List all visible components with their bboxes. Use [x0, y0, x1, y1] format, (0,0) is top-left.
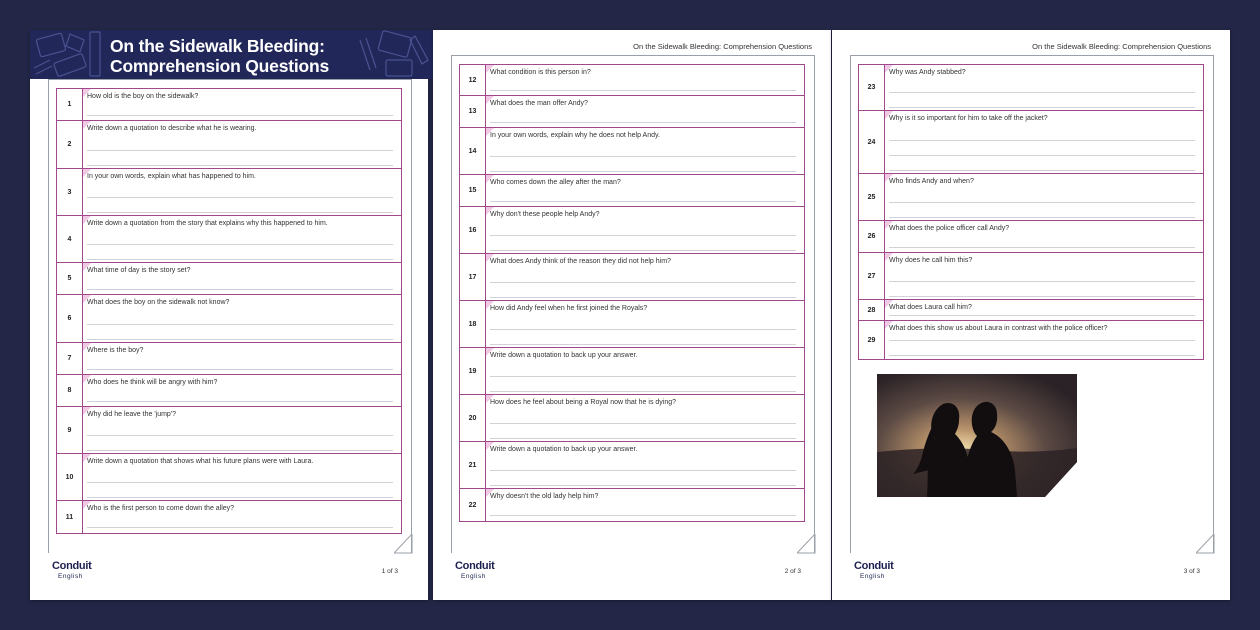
question-text: In your own words, explain why he does not help Andy.: [490, 132, 660, 139]
page-corner-fold: [394, 534, 414, 554]
question-table: [459, 64, 805, 522]
question-text: Why was Andy stabbed?: [889, 69, 966, 76]
question-row: [57, 121, 401, 169]
question-row: [460, 254, 804, 301]
question-text: Why don't these people help Andy?: [490, 211, 600, 218]
question-number: 7: [57, 343, 83, 374]
answer-line[interactable]: [490, 376, 796, 377]
question-text: How old is the boy on the sidewalk?: [87, 93, 199, 100]
answer-line[interactable]: [87, 324, 393, 325]
answer-line[interactable]: [490, 122, 796, 123]
question-text: What does Laura call him?: [889, 304, 972, 311]
question-text: Why is it so important for him to take off the jacket?: [889, 115, 1048, 122]
logo-name: Conduit: [52, 560, 92, 572]
answer-line[interactable]: [87, 482, 393, 483]
worksheet-title-line-2: Comprehension Questions: [110, 56, 330, 76]
question-number: 4: [57, 216, 83, 262]
question-number: 8: [57, 375, 83, 406]
question-number: 16: [460, 207, 486, 253]
question-text: Write down a quotation that shows what his future plans were with Laura.: [87, 458, 314, 465]
question-text: What does the police officer call Andy?: [889, 225, 1010, 232]
question-text: Write down a quotation to back up your answer.: [490, 446, 638, 453]
question-row: [57, 343, 401, 375]
question-row: [460, 207, 804, 254]
question-text: What does Andy think of the reason they did not help him?: [490, 258, 671, 265]
answer-line[interactable]: [490, 297, 796, 298]
logo-name: Conduit: [455, 560, 495, 572]
question-row: [859, 65, 1203, 111]
question-row: [859, 174, 1203, 221]
answer-line[interactable]: [490, 90, 796, 91]
worksheet-page-1: [30, 30, 428, 600]
question-number: 1: [57, 89, 83, 120]
question-text: Who finds Andy and when?: [889, 178, 974, 185]
answer-line[interactable]: [87, 435, 393, 436]
question-number: 24: [859, 111, 885, 173]
answer-line[interactable]: [87, 115, 393, 116]
answer-line[interactable]: [87, 259, 393, 260]
answer-line[interactable]: [889, 281, 1195, 282]
question-number: 21: [460, 442, 486, 488]
question-text: What does the man offer Andy?: [490, 100, 588, 107]
answer-line[interactable]: [87, 197, 393, 198]
answer-line[interactable]: [889, 296, 1195, 297]
title-banner: [30, 30, 433, 79]
question-number: 27: [859, 253, 885, 299]
answer-line[interactable]: [87, 527, 393, 528]
answer-line[interactable]: [490, 470, 796, 471]
question-row: [859, 111, 1203, 174]
question-row: [460, 96, 804, 128]
question-number: 18: [460, 301, 486, 347]
answer-line[interactable]: [87, 401, 393, 402]
answer-line[interactable]: [87, 212, 393, 213]
answer-line[interactable]: [889, 340, 1195, 341]
question-row: [460, 489, 804, 521]
answer-line[interactable]: [490, 156, 796, 157]
question-text: Write down a quotation to describe what he is wearing.: [87, 125, 257, 132]
question-text: Where is the boy?: [87, 347, 144, 354]
question-row: [57, 407, 401, 454]
answer-line[interactable]: [87, 497, 393, 498]
question-number: 2: [57, 121, 83, 168]
question-table: [56, 88, 402, 534]
question-number: 29: [859, 321, 885, 359]
answer-line[interactable]: [87, 150, 393, 151]
question-row: [859, 300, 1203, 321]
question-text: Who is the first person to come down the alley?: [87, 505, 235, 512]
answer-line[interactable]: [87, 339, 393, 340]
question-row: [57, 501, 401, 533]
question-row: [460, 128, 804, 175]
question-number: 9: [57, 407, 83, 453]
question-row: [57, 216, 401, 263]
question-number: 11: [57, 501, 83, 533]
answer-line[interactable]: [87, 165, 393, 166]
logo-name: Conduit: [854, 560, 894, 572]
running-header: On the Sidewalk Bleeding: Comprehension Questions: [1032, 42, 1211, 51]
question-text: What time of day is the story set?: [87, 267, 191, 274]
question-row: [859, 221, 1203, 253]
question-row: [460, 65, 804, 96]
question-text: In your own words, explain what has happened to him.: [87, 173, 256, 180]
question-number: 28: [859, 300, 885, 320]
question-row: [460, 175, 804, 207]
answer-line[interactable]: [490, 201, 796, 202]
question-text: Why did he leave the 'jump'?: [87, 411, 177, 418]
question-text: How does he feel about being a Royal now that he is dying?: [490, 399, 677, 406]
question-number: 15: [460, 175, 486, 206]
answer-line[interactable]: [490, 171, 796, 172]
question-number: 25: [859, 174, 885, 220]
logo-subtitle: English: [58, 573, 83, 580]
running-header: On the Sidewalk Bleeding: Comprehension Questions: [633, 42, 812, 51]
question-number: 20: [460, 395, 486, 441]
answer-line[interactable]: [889, 107, 1195, 108]
answer-line[interactable]: [889, 170, 1195, 171]
question-row: [57, 89, 401, 121]
answer-line[interactable]: [490, 329, 796, 330]
question-row: [460, 442, 804, 489]
question-number: 12: [460, 65, 486, 95]
couple-silhouette-photo: [877, 374, 1077, 497]
question-row: [57, 375, 401, 407]
answer-line[interactable]: [87, 450, 393, 451]
question-text: Why doesn't the old lady help him?: [490, 493, 599, 500]
question-row: [859, 253, 1203, 300]
answer-line[interactable]: [87, 369, 393, 370]
question-row: [460, 395, 804, 442]
question-number: 23: [859, 65, 885, 110]
answer-line[interactable]: [490, 235, 796, 236]
question-number: 17: [460, 254, 486, 300]
answer-line[interactable]: [889, 202, 1195, 203]
answer-line[interactable]: [889, 355, 1195, 356]
page-corner-fold: [1196, 534, 1216, 554]
answer-line[interactable]: [490, 438, 796, 439]
page-number: 1 of 3: [381, 568, 398, 575]
question-text: Who does he think will be angry with him?: [87, 379, 218, 386]
question-row: [460, 348, 804, 395]
answer-line[interactable]: [490, 423, 796, 424]
question-number: 26: [859, 221, 885, 252]
page-corner-fold: [797, 534, 817, 554]
question-text: Who comes down the alley after the man?: [490, 179, 621, 186]
logo-subtitle: English: [461, 573, 486, 580]
conduit-logo: [52, 560, 91, 580]
question-text: What does this show us about Laura in contrast with the police officer?: [889, 325, 1108, 332]
answer-line[interactable]: [490, 391, 796, 392]
question-row: [57, 454, 401, 501]
question-table: [858, 64, 1204, 360]
answer-line[interactable]: [889, 140, 1195, 141]
worksheet-page-2: [433, 30, 831, 600]
answer-line[interactable]: [87, 289, 393, 290]
page-number: 2 of 3: [784, 568, 801, 575]
question-text: Write down a quotation to back up your answer.: [490, 352, 638, 359]
question-row: [57, 295, 401, 343]
question-text: Write down a quotation from the story that explains why this happened to him.: [87, 220, 328, 227]
page-number: 3 of 3: [1183, 568, 1200, 575]
question-number: 6: [57, 295, 83, 342]
question-row: [460, 301, 804, 348]
question-row: [57, 169, 401, 216]
answer-line[interactable]: [490, 515, 796, 516]
logo-subtitle: English: [860, 573, 885, 580]
answer-line[interactable]: [490, 344, 796, 345]
worksheet-title-line-1: On the Sidewalk Bleeding:: [110, 36, 325, 56]
question-text: How did Andy feel when he first joined the Royals?: [490, 305, 648, 312]
worksheet-page-3: [832, 30, 1230, 600]
answer-line[interactable]: [889, 247, 1195, 248]
answer-line[interactable]: [889, 217, 1195, 218]
answer-line[interactable]: [490, 485, 796, 486]
answer-line[interactable]: [490, 250, 796, 251]
question-number: 14: [460, 128, 486, 174]
answer-line[interactable]: [889, 92, 1195, 93]
answer-line[interactable]: [490, 282, 796, 283]
answer-line[interactable]: [889, 315, 1195, 316]
question-row: [859, 321, 1203, 359]
question-number: 3: [57, 169, 83, 215]
question-number: 13: [460, 96, 486, 127]
question-number: 19: [460, 348, 486, 394]
answer-line[interactable]: [889, 155, 1195, 156]
question-number: 5: [57, 263, 83, 294]
question-number: 22: [460, 489, 486, 521]
conduit-logo: [854, 560, 893, 580]
question-row: [57, 263, 401, 295]
conduit-logo: [455, 560, 494, 580]
question-text: What condition is this person in?: [490, 69, 591, 76]
question-text: What does the boy on the sidewalk not know?: [87, 299, 230, 306]
question-text: Why does he call him this?: [889, 257, 973, 264]
answer-line[interactable]: [87, 244, 393, 245]
question-number: 10: [57, 454, 83, 500]
